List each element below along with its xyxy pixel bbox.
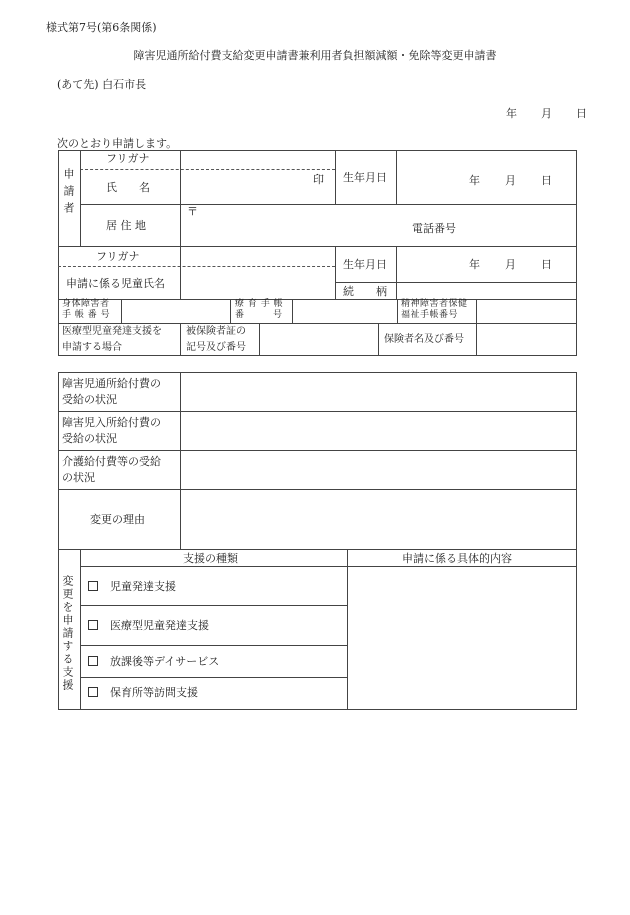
date-month: 月 xyxy=(541,107,552,120)
applicant-birth-month: 月 xyxy=(505,174,516,187)
ryoiku-handbook-label-1: 療 育 手 帳 xyxy=(235,299,284,309)
service-item[interactable]: 放課後等デイサービス xyxy=(88,656,219,667)
service-detail-header: 申請に係る具体的内容 xyxy=(402,552,512,565)
form-number: 様式第7号(第6条関係) xyxy=(46,21,157,34)
insured-card-label-2: 記号及び番号 xyxy=(186,342,246,353)
change-reason-label: 変更の理由 xyxy=(90,513,145,526)
service-item[interactable]: 医療型児童発達支援 xyxy=(88,620,209,631)
child-furigana-label: フリガナ xyxy=(96,250,140,263)
applicant-address-label: 居 住 地 xyxy=(106,219,146,232)
ryoiku-handbook-label-2: 番 号 xyxy=(235,310,283,320)
services-side-label: 変更を申請する支援 xyxy=(61,575,74,692)
intro-text: 次のとおり申請します。 xyxy=(57,137,178,150)
applicant-birthdate-label: 生年月日 xyxy=(343,171,387,184)
checkbox-icon[interactable] xyxy=(88,656,98,666)
tsusho-status-label-1: 障害児通所給付費の xyxy=(62,377,161,390)
checkbox-icon[interactable] xyxy=(88,687,98,697)
physical-handbook-label-1: 身体障害者 xyxy=(62,299,110,309)
tsusho-status-label-2: 受給の状況 xyxy=(62,393,117,406)
nyusho-status-label-2: 受給の状況 xyxy=(62,432,117,445)
insured-card-label-1: 被保険者証の xyxy=(186,326,246,337)
form-title: 障害児通所給付費支給変更申請書兼利用者負担額減額・免除等変更申請書 xyxy=(133,49,497,62)
mental-handbook-label-2: 福祉手帳番号 xyxy=(401,310,459,320)
applicant-name-label: 氏 名 xyxy=(106,181,150,194)
postal-mark: 〒 xyxy=(187,205,198,218)
service-item[interactable]: 保育所等訪問支援 xyxy=(88,687,198,698)
applicant-birth-year: 年 xyxy=(469,174,480,187)
seal-mark: 印 xyxy=(313,173,324,186)
insurer-label: 保険者名及び番号 xyxy=(384,334,464,345)
medical-support-label-2: 申請する場合 xyxy=(62,342,122,353)
checkbox-icon[interactable] xyxy=(88,620,98,630)
physical-handbook-label-2: 手 帳 番 号 xyxy=(62,310,111,320)
service-type-header: 支援の種類 xyxy=(183,552,238,565)
kaigo-status-label-1: 介護給付費等の受給 xyxy=(62,455,161,468)
applicant-section-label: 申請者 xyxy=(62,168,75,219)
service-item[interactable]: 児童発達支援 xyxy=(88,581,176,592)
child-birth-day: 日 xyxy=(541,258,552,271)
medical-support-label-1: 医療型児童発達支援を xyxy=(62,326,162,337)
child-relation-label: 続 柄 xyxy=(343,285,387,298)
child-birthdate-label: 生年月日 xyxy=(343,258,387,271)
applicant-birth-day: 日 xyxy=(541,174,552,187)
kaigo-status-label-2: の状況 xyxy=(62,471,95,484)
date-day: 日 xyxy=(576,107,587,120)
child-birth-year: 年 xyxy=(469,258,480,271)
child-name-label: 申請に係る児童氏名 xyxy=(66,277,165,290)
addressee: (あて先) 白石市長 xyxy=(57,78,147,91)
applicant-furigana-label: フリガナ xyxy=(106,152,150,165)
mental-handbook-label-1: 精神障害者保健 xyxy=(401,299,468,309)
date-year: 年 xyxy=(506,107,517,120)
phone-label: 電話番号 xyxy=(412,222,456,235)
checkbox-icon[interactable] xyxy=(88,581,98,591)
child-birth-month: 月 xyxy=(505,258,516,271)
nyusho-status-label-1: 障害児入所給付費の xyxy=(62,416,161,429)
